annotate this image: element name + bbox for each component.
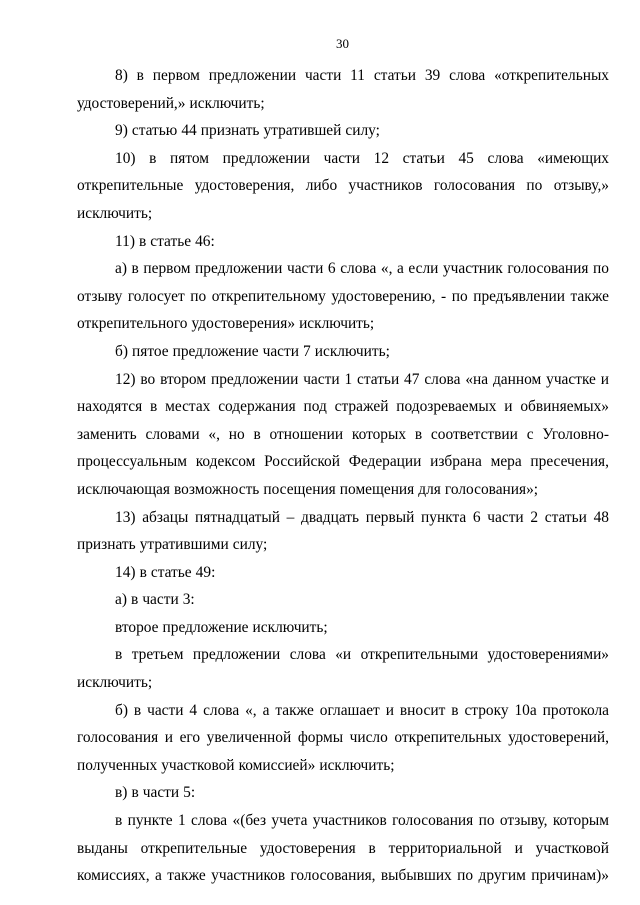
paragraph-subitem-14b: б) в части 4 слова «, а также оглашает и вносит в строку 10а протокола голосования и его увеличенной формы число открепительных удостоверений, полученных участковой комиссией» исключить; <box>77 701 609 774</box>
paragraph-subitem-14a-2: в третьем предложении слова «и открепительными удостоверениями» исключить; <box>77 646 609 692</box>
paragraph-subitem-14c: в) в части 5: <box>115 784 196 802</box>
paragraph-item-14: 14) в статье 49: <box>115 563 216 581</box>
paragraph-subitem-14c-1: в пункте 1 слова «(без учета участников голосования по отзыву, которым выданы открепительные удостоверения в территориальной и участковой комиссиях, а также участников голосования, выбывших по другим причинам)» <box>77 812 609 885</box>
page-number: 30 <box>336 36 349 51</box>
paragraph-item-8: 8) в первом предложении части 11 статьи 39 слова «открепительных удостоверений,» исключить; <box>77 67 609 112</box>
document-body <box>77 62 609 890</box>
paragraph-subitem-14a: а) в части 3: <box>115 591 195 609</box>
paragraph-item-9: 9) статью 44 признать утратившей силу; <box>115 122 380 140</box>
paragraph-subitem-14a-1: второе предложение исключить; <box>115 618 328 636</box>
paragraph-item-13: 13) абзацы пятнадцатый – двадцать первый пункта 6 части 2 статьи 48 признать утратившими силу; <box>77 508 609 554</box>
paragraph-item-10: 10) в пятом предложении части 12 статьи 45 слова «имеющих открепительные удостоверения, либо участников голосования по отзыву,» исключить; <box>77 149 609 222</box>
paragraph-item-12: 12) во втором предложении части 1 статьи 47 слова «на данном участке и находятся в местах содержания под стражей подозреваемых и обвиняемых» заменить словами «, но в отношении которых в соответствии с Уголовно-процессуальным кодексом Российской Федерации избрана мера пресечения, исключающая возможность посещения помещения для голосования»; <box>77 370 609 498</box>
paragraph-subitem-11a: а) в первом предложении части 6 слова «, а если участник голосования по отзыву голосует по открепительному удостоверению, - по предъявлении также открепительного удостоверения» исключить; <box>77 260 609 333</box>
paragraph-subitem-11b: б) пятое предложение части 7 исключить; <box>115 342 390 360</box>
paragraph-item-11: 11) в статье 46: <box>115 232 215 250</box>
